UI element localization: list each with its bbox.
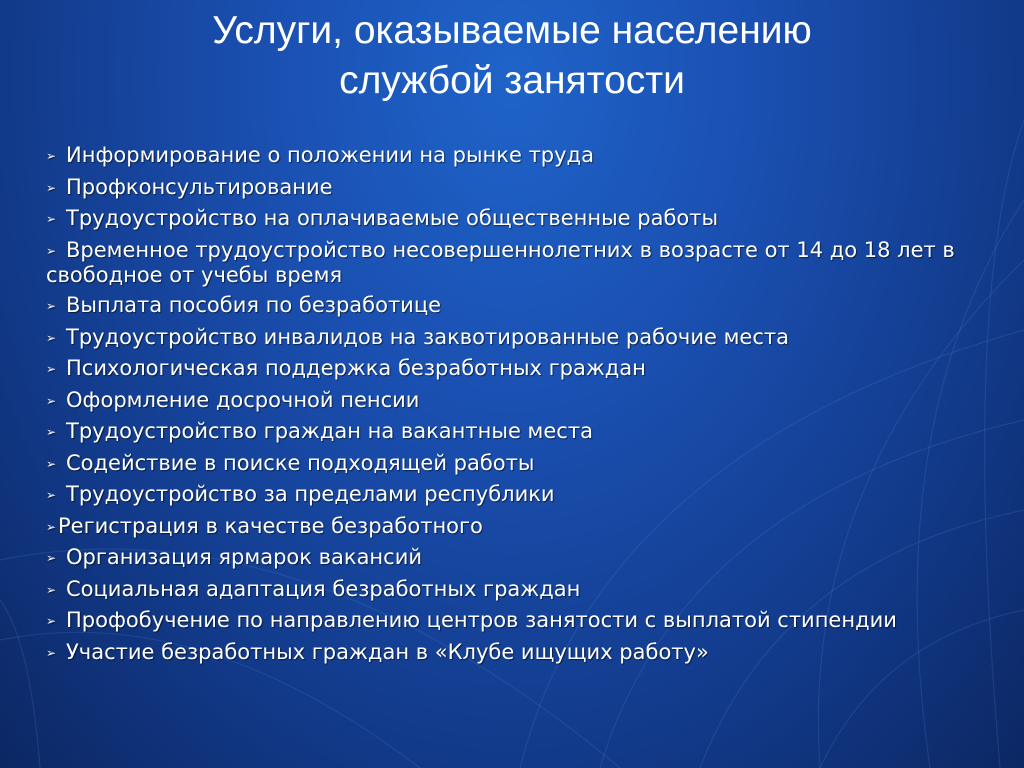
arrow-bullet-icon: ➢ bbox=[46, 330, 57, 345]
arrow-bullet-icon: ➢ bbox=[46, 212, 57, 226]
arrow-bullet-icon: ➢ bbox=[46, 425, 57, 439]
list-item bbox=[46, 451, 986, 476]
arrow-bullet-icon: ➢ bbox=[46, 551, 57, 565]
arrow-bullet-icon: ➢ bbox=[46, 149, 57, 163]
list-item bbox=[46, 608, 986, 633]
list-item bbox=[46, 293, 986, 318]
slide-title-line-2: службой занятости bbox=[339, 59, 685, 102]
arrow-bullet-icon: ➢ bbox=[46, 393, 57, 408]
list-item bbox=[46, 175, 986, 200]
list-item bbox=[46, 388, 986, 413]
list-item bbox=[46, 143, 986, 168]
list-item bbox=[46, 238, 986, 287]
list-item bbox=[46, 640, 986, 665]
arrow-bullet-icon: ➢ bbox=[46, 362, 57, 376]
arrow-bullet-icon: ➢ bbox=[46, 582, 57, 597]
list-item bbox=[46, 482, 986, 507]
list-item-text: Оформление досрочной пенсии bbox=[66, 387, 420, 412]
list-item bbox=[46, 325, 986, 350]
arrow-bullet-icon: ➢ bbox=[46, 299, 57, 313]
arrow-bullet-icon: ➢ bbox=[46, 243, 57, 258]
slide-title bbox=[0, 6, 1024, 106]
list-item-text: Выплата пособия по безработице bbox=[66, 293, 442, 317]
list-item bbox=[46, 577, 986, 602]
list-item-text: Трудоустройство за пределами республики bbox=[66, 482, 555, 506]
list-item bbox=[46, 545, 986, 570]
arrow-bullet-icon: ➢ bbox=[46, 519, 57, 534]
list-item-text: Трудоустройство на оплачиваемые общественные работы bbox=[66, 206, 719, 230]
list-item-text: Трудоустройство инвалидов на заквотированные рабочие места bbox=[66, 324, 789, 349]
list-item-text: Трудоустройство граждан на вакантные места bbox=[66, 419, 593, 443]
list-item-text: Социальная адаптация безработных граждан bbox=[66, 576, 581, 601]
list-item bbox=[46, 419, 986, 444]
slide-title-line-1: Услуги, оказываемые населению bbox=[212, 9, 812, 52]
list-item-text: Регистрация в качестве безработного bbox=[58, 513, 483, 538]
arrow-bullet-icon: ➢ bbox=[46, 645, 57, 660]
list-item-text: Временное трудоустройство несовершеннолетних в возрасте от 14 до 18 лет в свободное от учебы время bbox=[46, 237, 955, 287]
list-item-text: Профконсультирование bbox=[66, 174, 333, 199]
arrow-bullet-icon: ➢ bbox=[46, 456, 57, 471]
list-item-text: Информирование о положении на рынке труда bbox=[66, 143, 594, 167]
list-item bbox=[46, 514, 986, 539]
list-item-text: Профобучение по направлению центров занятости с выплатой стипендии bbox=[66, 608, 897, 632]
arrow-bullet-icon: ➢ bbox=[46, 614, 57, 628]
services-list bbox=[46, 143, 986, 671]
list-item-text: Содействие в поиске подходящей работы bbox=[66, 450, 535, 475]
list-item-text: Организация ярмарок вакансий bbox=[66, 545, 423, 569]
list-item-text: Участие безработных граждан в «Клубе ищущих работу» bbox=[66, 639, 709, 664]
arrow-bullet-icon: ➢ bbox=[46, 488, 57, 502]
list-item-text: Психологическая поддержка безработных граждан bbox=[66, 356, 646, 380]
arrow-bullet-icon: ➢ bbox=[46, 180, 57, 195]
list-item bbox=[46, 206, 986, 231]
list-item bbox=[46, 356, 986, 381]
